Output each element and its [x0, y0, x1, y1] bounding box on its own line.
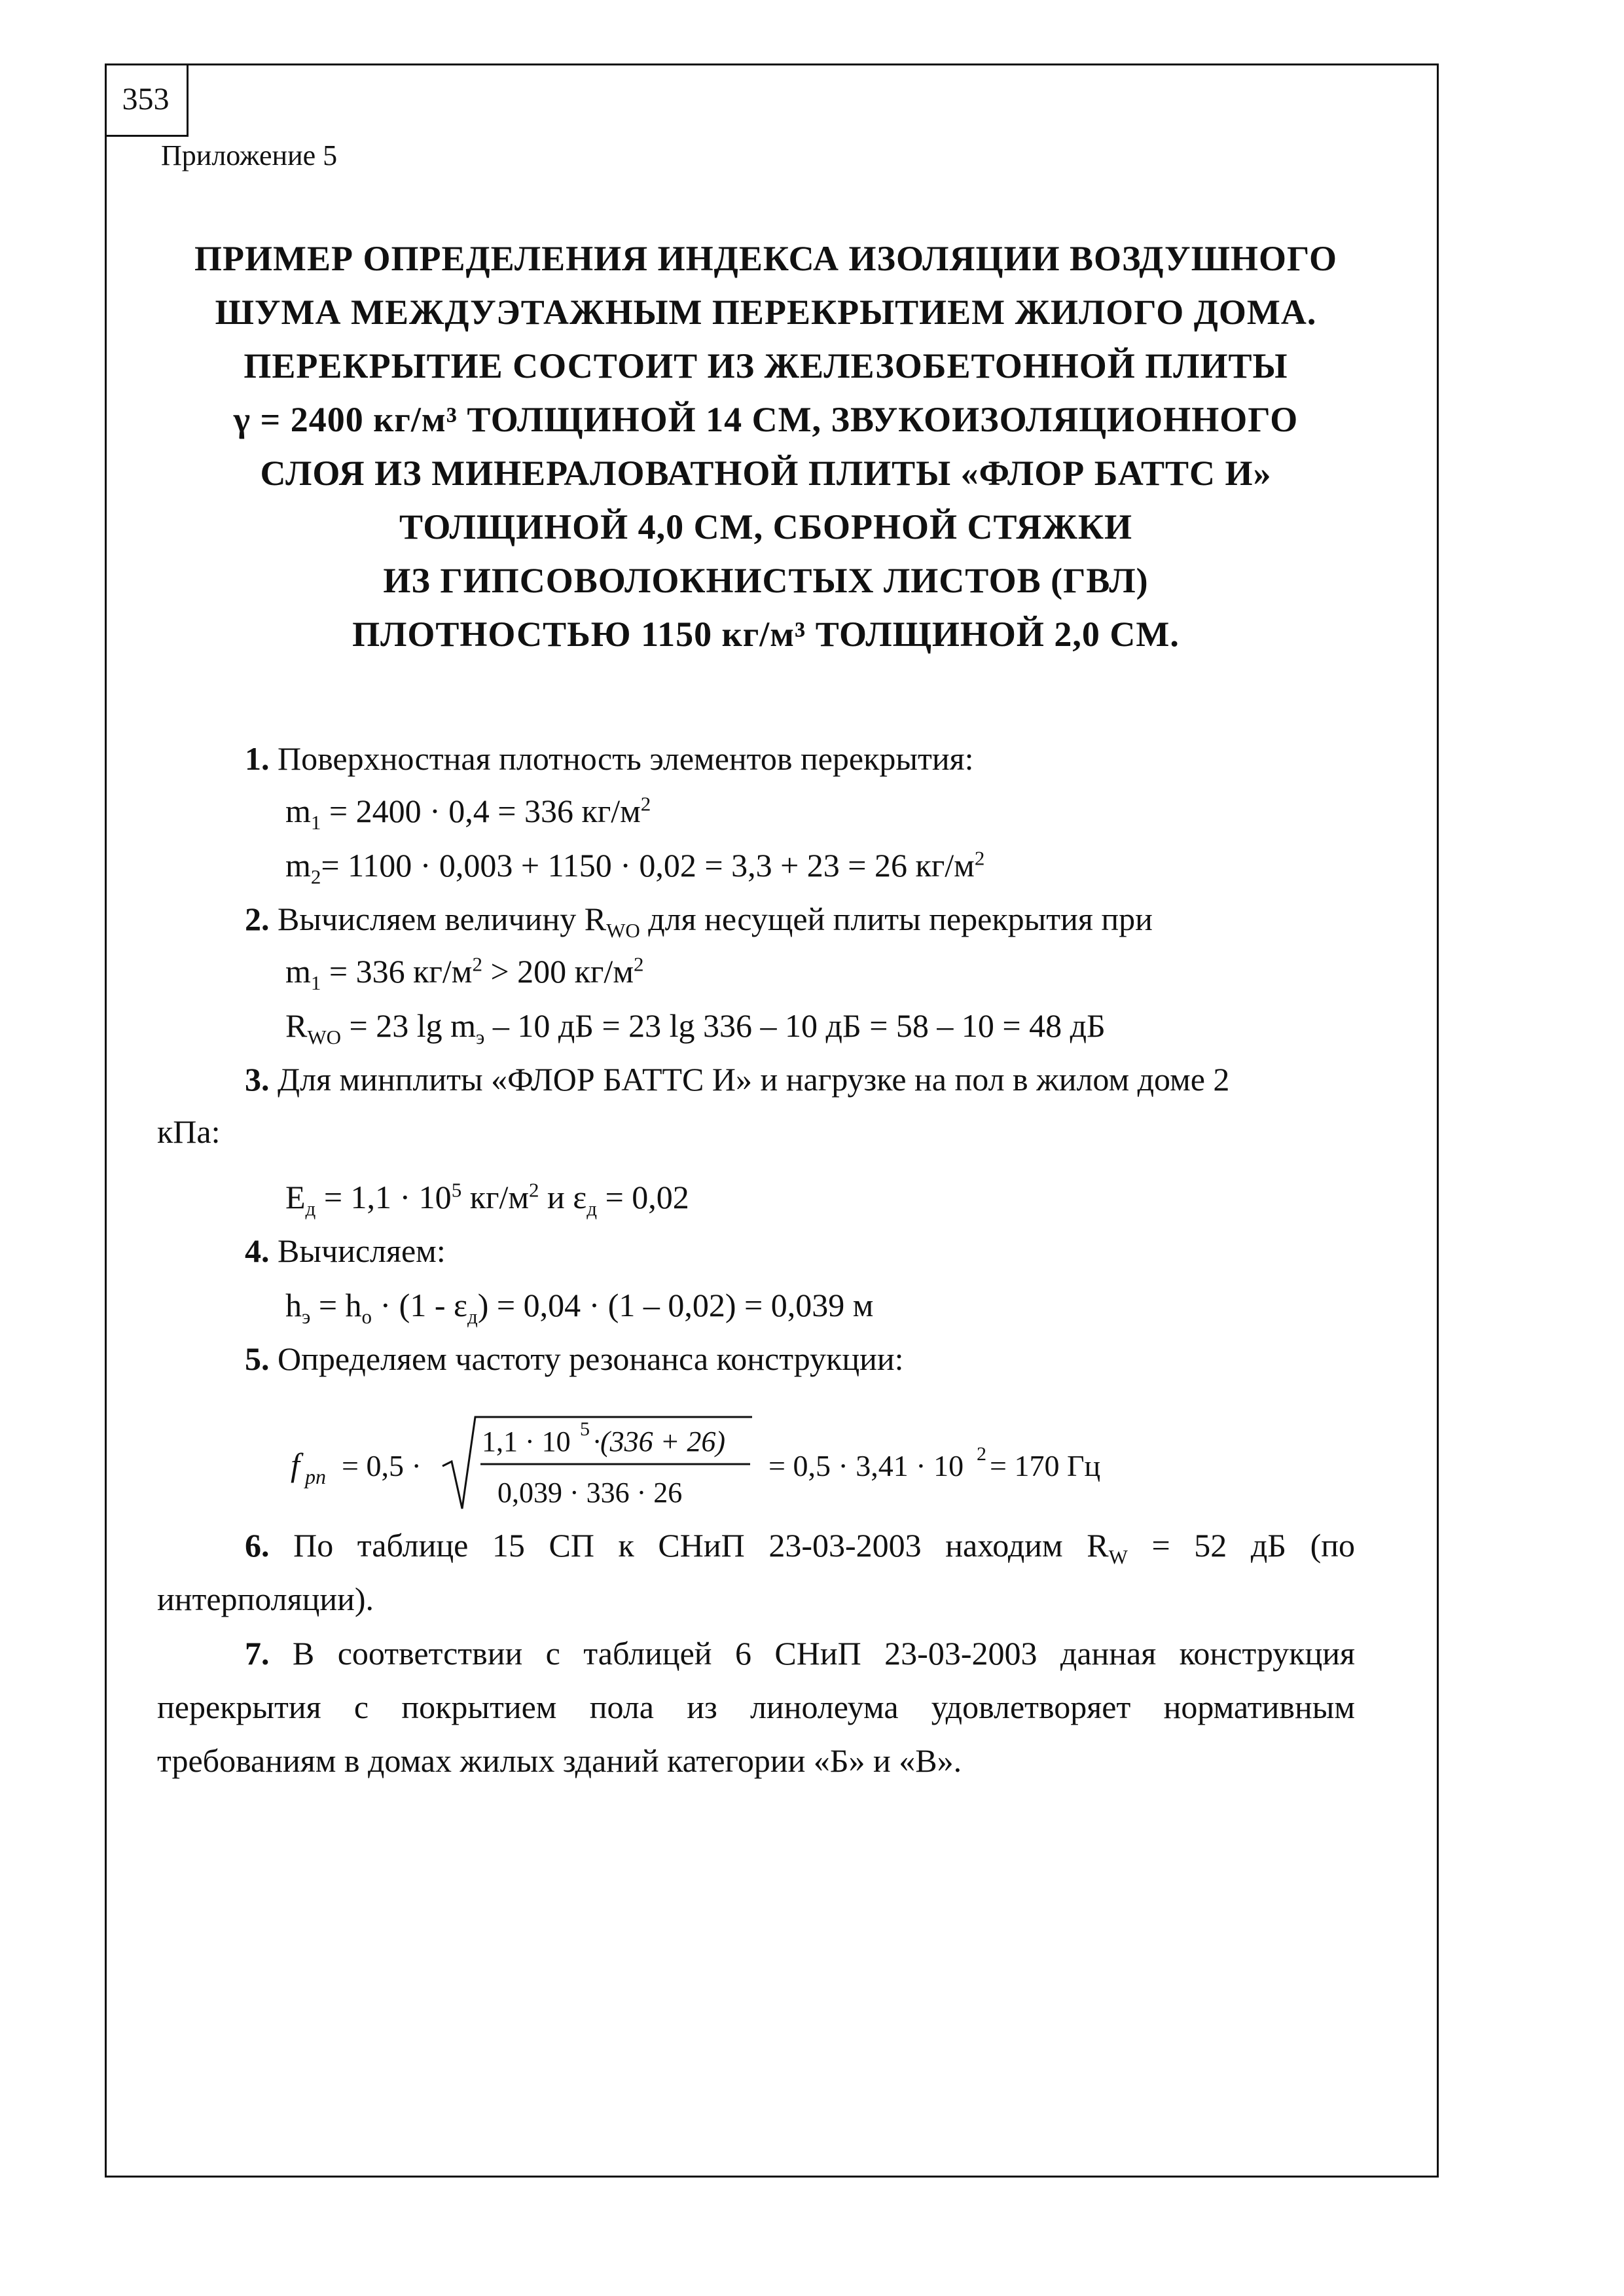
eq-part: > 200 кг/м: [482, 953, 634, 990]
resonance-formula: [291, 1404, 1207, 1528]
step-text: Для минплиты «ФЛОР БАТТС И» и нагрузке на пол в жилом доме 2: [269, 1061, 1230, 1098]
formula-result-b: = 170 Гц: [990, 1449, 1101, 1482]
eq-part: h: [285, 1287, 302, 1323]
formula-result-sup: 2: [977, 1443, 986, 1465]
title-line: ПЛОТНОСТЬЮ 1150 кг/м³ ТОЛЩИНОЙ 2,0 СМ.: [352, 615, 1180, 654]
formula-f-sub: pn: [305, 1465, 326, 1488]
formula-result-a: = 0,5 · 3,41 · 10: [768, 1449, 964, 1482]
eq-sub: 1: [310, 811, 321, 834]
step-text: Определяем частоту резонанса конструкции:: [269, 1340, 904, 1377]
eq-part: кг/м: [461, 1179, 530, 1215]
step-number: 1.: [245, 740, 270, 777]
step-text: По таблице 15 СП к СНиП 23-03-2003 находим R: [269, 1527, 1109, 1564]
appendix-label: Приложение 5: [161, 139, 338, 171]
eq-sup: 2: [974, 846, 985, 870]
eq-sub: WO: [307, 1026, 342, 1049]
step-text: для несущей плиты перекрытия при: [640, 901, 1153, 937]
step-6: [157, 1518, 1355, 1626]
eq-part: · (1 - ε: [372, 1287, 467, 1323]
eq-part: = 23 lg m: [341, 1007, 476, 1044]
step-7: [157, 1626, 1355, 1787]
eq-sub: WO: [606, 919, 640, 942]
eq-part: ) = 0,04 · (1 – 0,02) = 0,039 м: [477, 1287, 874, 1323]
title-line: СЛОЯ ИЗ МИНЕРАЛОВАТНОЙ ПЛИТЫ «ФЛОР БАТТС И»: [260, 454, 1272, 493]
eq-sup: 5: [451, 1178, 462, 1202]
page-number: 353: [105, 63, 189, 137]
eq-sup: 2: [640, 792, 651, 816]
eq-part: m: [285, 847, 311, 884]
step-text: Вычисляем величину R: [269, 901, 607, 937]
eq-sub: э: [302, 1305, 311, 1328]
step-1-equation-2: [285, 846, 985, 888]
title-line: ШУМА МЕЖДУЭТАЖНЫМ ПЕРЕКРЫТИЕМ ЖИЛОГО ДОМА.: [215, 293, 1317, 332]
step-3-equation: [285, 1178, 689, 1220]
step-number: 4.: [245, 1232, 270, 1269]
eq-part: m: [285, 953, 311, 990]
title-line: ПЕРЕКРЫТИЕ СОСТОИТ ИЗ ЖЕЛЕЗОБЕТОННОЙ ПЛИТЫ: [244, 346, 1288, 386]
eq-sub: W: [1108, 1545, 1128, 1568]
step-number: 7.: [245, 1635, 270, 1672]
step-text: Вычисляем:: [269, 1232, 446, 1269]
eq-part: = h: [310, 1287, 362, 1323]
eq-sup: 2: [529, 1178, 539, 1202]
formula-graphic: [291, 1404, 1207, 1528]
eq-part: = 336 кг/м: [321, 953, 473, 990]
formula-f: f: [291, 1446, 300, 1483]
eq-part: = 2400 · 0,4 = 336 кг/м: [321, 793, 641, 829]
eq-sub: д: [467, 1305, 478, 1328]
step-number: 6.: [245, 1527, 270, 1564]
step-text: Поверхностная плотность элементов перекрытия:: [269, 740, 974, 777]
formula-denominator: 0,039 · 336 · 26: [497, 1477, 683, 1509]
step-4-equation: [285, 1286, 874, 1328]
document-title: [157, 232, 1375, 661]
formula-coeff: = 0,5 ·: [342, 1449, 422, 1482]
step-3: [245, 1060, 1229, 1098]
eq-sub: д: [305, 1197, 316, 1220]
step-number: 2.: [245, 901, 270, 937]
title-line: ИЗ ГИПСОВОЛОКНИСТЫХ ЛИСТОВ (ГВЛ): [383, 561, 1149, 600]
eq-sub: э: [476, 1026, 485, 1049]
eq-sup: 2: [472, 952, 482, 976]
step-1: [245, 740, 973, 778]
step-3-continuation: кПа:: [157, 1113, 221, 1150]
step-1-equation-1: [285, 792, 651, 834]
eq-sub: д: [586, 1197, 598, 1220]
step-2: [245, 900, 1153, 942]
title-line: γ = 2400 кг/м³ ТОЛЩИНОЙ 14 СМ, ЗВУКОИЗОЛЯЦИОННОГО: [233, 400, 1299, 439]
formula-numerator-a: 1,1 · 10: [482, 1426, 571, 1458]
step-number: 3.: [245, 1061, 270, 1098]
step-2-equation-2: [285, 1007, 1106, 1049]
formula-numerator-b: ·(336 + 26): [593, 1426, 725, 1458]
step-4: [245, 1232, 446, 1270]
eq-part: = 0,02: [597, 1179, 689, 1215]
eq-sub: 1: [310, 971, 321, 994]
eq-part: = 1100 · 0,003 + 1150 · 0,02 = 3,3 + 23 = 26 кг/м: [321, 847, 975, 884]
eq-part: = 1,1 · 10: [316, 1179, 452, 1215]
title-line: ТОЛЩИНОЙ 4,0 СМ, СБОРНОЙ СТЯЖКИ: [399, 507, 1132, 547]
eq-sub: о: [361, 1305, 372, 1328]
eq-sub: 2: [310, 865, 321, 888]
eq-part: – 10 дБ = 23 lg 336 – 10 дБ = 58 – 10 = 48 дБ: [484, 1007, 1106, 1044]
eq-part: E: [285, 1179, 306, 1215]
eq-part: R: [285, 1007, 308, 1044]
formula-numerator-sup: 5: [580, 1418, 590, 1440]
eq-sup: 2: [633, 952, 644, 976]
step-text: = 52 дБ (по интерполяции).: [157, 1527, 1355, 1617]
step-2-equation-1: [285, 952, 644, 994]
eq-part: и ε: [539, 1179, 587, 1215]
step-number: 5.: [245, 1340, 270, 1377]
title-line: ПРИМЕР ОПРЕДЕЛЕНИЯ ИНДЕКСА ИЗОЛЯЦИИ ВОЗДУШНОГО: [194, 239, 1338, 278]
eq-part: m: [285, 793, 311, 829]
step-text: В соответствии с таблицей 6 СНиП 23-03-2003 данная конструкция перекрытия с покрытием пола из линолеума удовлетворяет нормативным требованиям в домах жилых зданий категории «Б» и «В».: [157, 1635, 1355, 1779]
step-5: [245, 1340, 904, 1378]
